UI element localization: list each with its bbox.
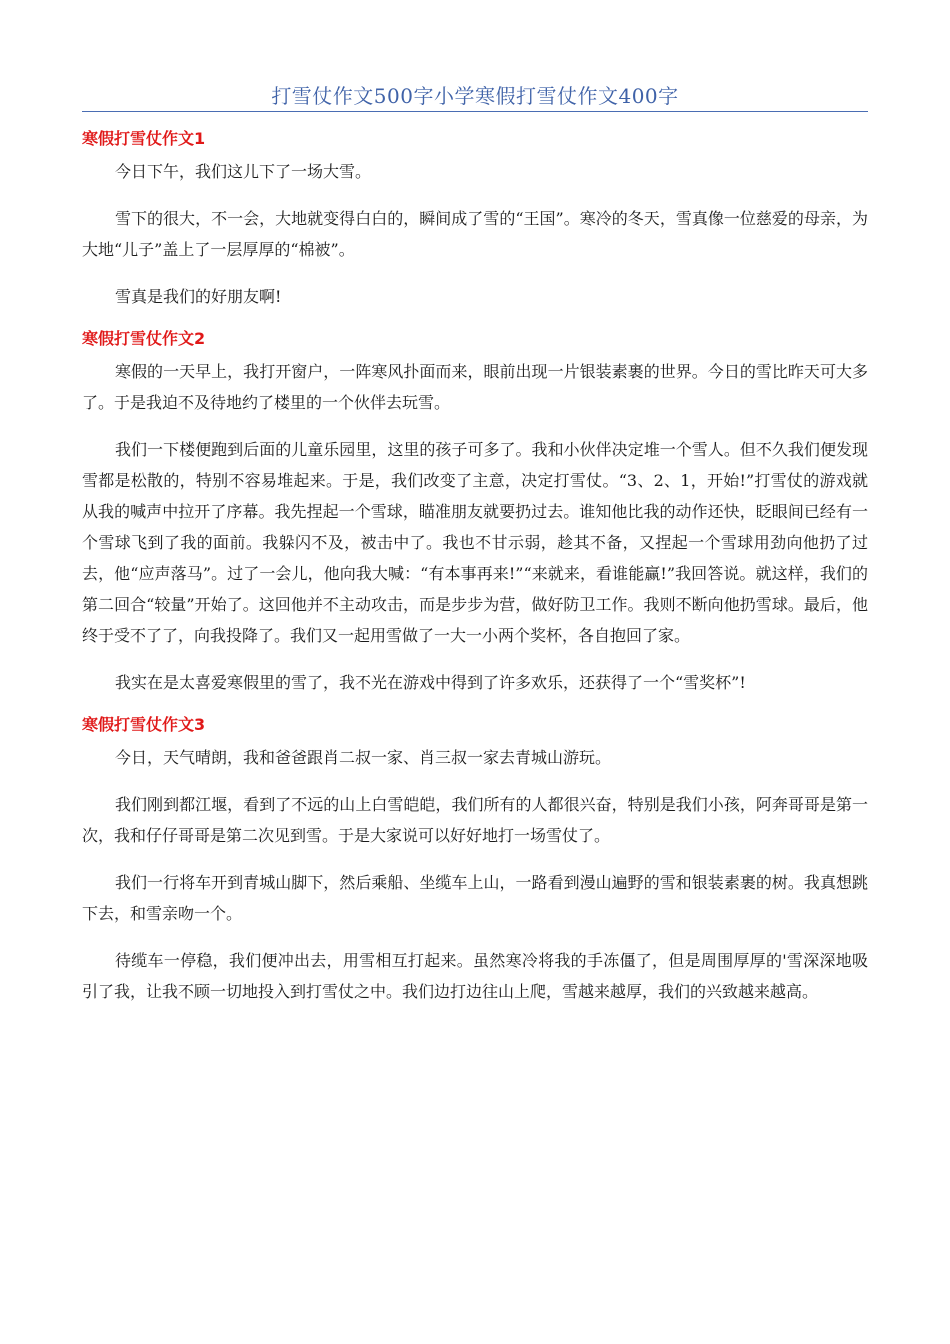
paragraph: 雪真是我们的好朋友啊!: [115, 287, 282, 306]
paragraph: 雪下的很大，不一会，大地就变得白白的，瞬间成了雪的“王国”。寒冷的冬天，雪真像一位慈爱的母亲，为大地“儿子”盖上了一层厚厚的“棉被”。: [82, 209, 868, 259]
essay-section-2: [82, 328, 868, 698]
paragraph: 今日，天气晴朗，我和爸爸跟肖二叔一家、肖三叔一家去青城山游玩。: [115, 748, 612, 767]
essay-section-1: [82, 128, 868, 312]
paragraph: 寒假的一天早上，我打开窗户，一阵寒风扑面而来，眼前出现一片银装素裹的世界。今日的雪比昨天可大多了。于是我迫不及待地约了楼里的一个伙伴去玩雪。: [82, 362, 868, 412]
title-underline-divider: [82, 111, 868, 112]
section-heading: 寒假打雪仗作文3: [82, 715, 206, 734]
section-heading: 寒假打雪仗作文2: [82, 329, 206, 348]
document-title: 打雪仗作文500字小学寒假打雪仗作文400字: [271, 84, 679, 108]
section-heading: 寒假打雪仗作文1: [82, 129, 206, 148]
paragraph: 我实在是太喜爱寒假里的雪了，我不光在游戏中得到了许多欢乐，还获得了一个“雪奖杯”!: [115, 673, 746, 692]
paragraph: 今日下午，我们这儿下了一场大雪。: [115, 162, 372, 181]
paragraph: 我们刚到都江堰，看到了不远的山上白雪皑皑，我们所有的人都很兴奋，特别是我们小孩，阿奔哥哥是第一次，我和仔仔哥哥是第二次见到雪。于是大家说可以好好地打一场雪仗了。: [82, 795, 868, 845]
paragraph: 我们一行将车开到青城山脚下，然后乘船、坐缆车上山，一路看到漫山遍野的雪和银装素裹的树。我真想跳下去，和雪亲吻一个。: [82, 873, 868, 923]
document-page: [82, 0, 868, 1007]
essay-section-3: [82, 714, 868, 1007]
paragraph: 待缆车一停稳，我们便冲出去，用雪相互打起来。虽然寒冷将我的手冻僵了，但是周围厚厚的'雪深深地吸引了我，让我不顾一切地投入到打雪仗之中。我们边打边往山上爬，雪越来越厚，我们的兴致越来越高。: [82, 951, 868, 1001]
paragraph: 我们一下楼便跑到后面的儿童乐园里，这里的孩子可多了。我和小伙伴决定堆一个雪人。但不久我们便发现雪都是松散的，特别不容易堆起来。于是，我们改变了主意，决定打雪仗。“3、2、1，开始!”打雪仗的游戏就从我的喊声中拉开了序幕。我先捏起一个雪球，瞄准朋友就要扔过去。谁知他比我的动作还快，眨眼间已经有一个雪球飞到了我的面前。我躲闪不及，被击中了。我也不甘示弱，趁其不备，又捏起一个雪球用劲向他扔了过去，他“应声落马”。过了一会儿，他向我大喊：“有本事再来!”“来就来，看谁能赢!”我回答说。就这样，我们的第二回合“较量”开始了。这回他并不主动攻击，而是步步为营，做好防卫工作。我则不断向他扔雪球。最后，他终于受不了了，向我投降了。我们又一起用雪做了一大一小两个奖杯，各自抱回了家。: [82, 440, 868, 645]
